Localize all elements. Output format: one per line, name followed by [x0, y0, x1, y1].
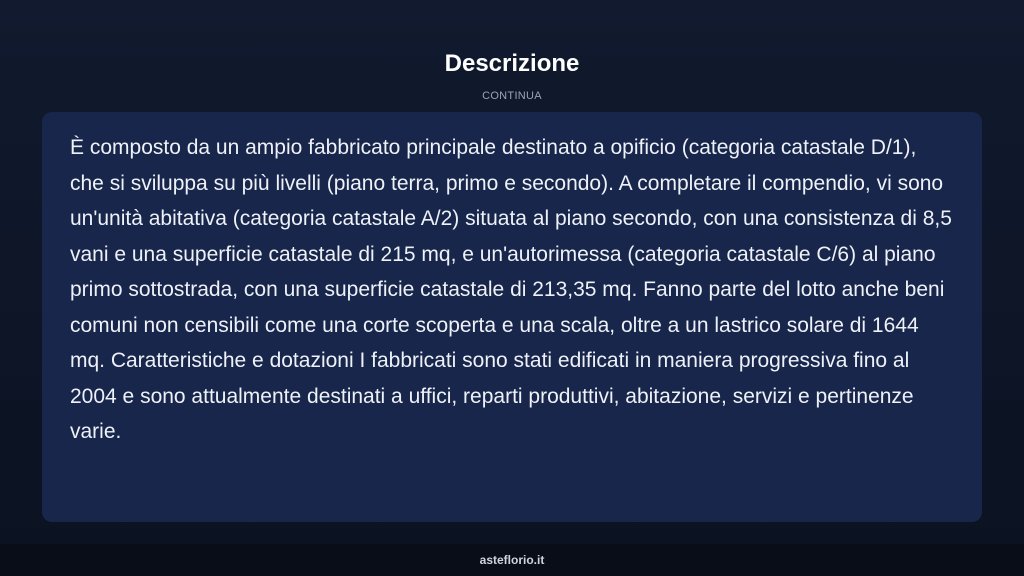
page-subtitle: CONTINUA [482, 90, 542, 102]
page-header [0, 50, 1024, 102]
footer-site-name: asteflorio.it [479, 553, 545, 567]
description-text: È composto da un ampio fabbricato principale destinato a opificio (categoria catastale D/1), che si sviluppa su più livelli (piano terra, primo e secondo). A completare il compendio, vi sono un'unità abitativa (categoria catastale A/2) situata al piano secondo, con una consistenza di 8,5 vani e una superficie catastale di 215 mq, e un'autorimessa (categoria catastale C/6) al piano primo sottostrada, con una superficie catastale di 213,35 mq. Fanno parte del lotto anche beni comuni non censibili come una corte scoperta e una scala, oltre a un lastrico solare di 1644 mq. Caratteristiche e dotazioni I fabbricati sono stati edificati in maniera progressiva fino al 2004 e sono attualmente destinati a uffici, reparti produttivi, abitazione, servizi e pertinenze varie. [70, 136, 952, 443]
page-title: Descrizione [444, 50, 580, 77]
description-card [42, 112, 982, 522]
footer-bar [0, 544, 1024, 576]
